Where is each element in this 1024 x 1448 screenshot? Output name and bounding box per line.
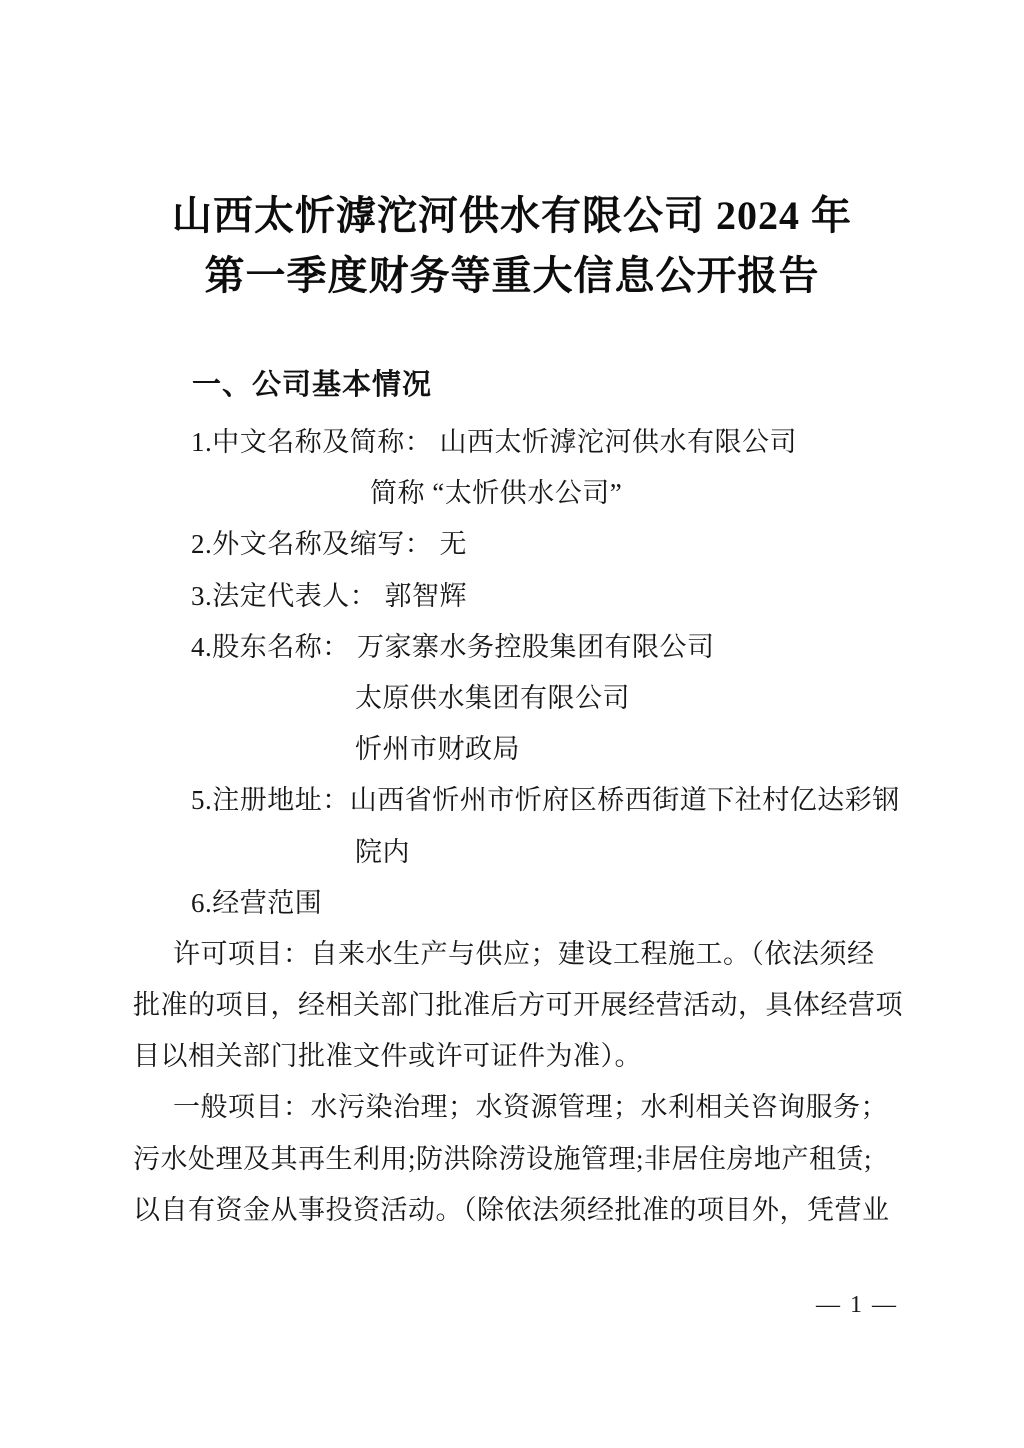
body-line-chinese-name: 1.中文名称及简称： 山西太忻滹沱河供水有限公司 xyxy=(191,427,797,457)
body-line-shareholder-1: 4.股东名称： 万家寨水务控股集团有限公司 xyxy=(191,631,715,662)
body-line-licensed-items-3: 目以相关部门批准文件或许可证件为准）。 xyxy=(133,1041,642,1072)
body-line-general-items-3: 以自有资金从事投资活动。（除依法须经批准的项目外，凭营业 xyxy=(133,1194,890,1225)
body-line-licensed-items-1: 许可项目：自来水生产与供应；建设工程施工。（依法须经 xyxy=(173,938,875,969)
section-heading-company-basic-info: 一、公司基本情况 xyxy=(192,369,433,401)
body-line-address-cont: 院内 xyxy=(355,836,410,867)
body-line-general-items-2: 污水处理及其再生利用;防洪除涝设施管理;非居住房地产租赁; xyxy=(133,1143,873,1174)
body-line-general-items-1: 一般项目：水污染治理；水资源管理；水利相关咨询服务； xyxy=(173,1092,888,1123)
page-number: — 1 — xyxy=(816,1292,898,1318)
body-line-registered-address: 5.注册地址：山西省忻州市忻府区桥西街道下社村亿达彩钢 xyxy=(191,785,900,816)
body-line-licensed-items-2: 批准的项目，经相关部门批准后方可开展经营活动，具体经营项 xyxy=(133,990,903,1021)
body-line-shareholder-3: 忻州市财政局 xyxy=(355,734,520,765)
title-line-2: 第一季度财务等重大信息公开报告 xyxy=(204,253,820,298)
body-line-legal-representative: 3.法定代表人： 郭智辉 xyxy=(191,580,467,611)
document-body xyxy=(133,417,908,1236)
body-line-shareholder-2: 太原供水集团有限公司 xyxy=(355,682,630,713)
body-line-business-scope: 6.经营范围 xyxy=(191,887,323,918)
body-line-short-name: 简称 “太忻供水公司” xyxy=(370,478,623,509)
body-line-foreign-name: 2.外文名称及缩写： 无 xyxy=(191,529,467,560)
document-title xyxy=(0,186,1024,306)
title-line-1: 山西太忻滹沱河供水有限公司 2024 年 xyxy=(172,193,852,238)
